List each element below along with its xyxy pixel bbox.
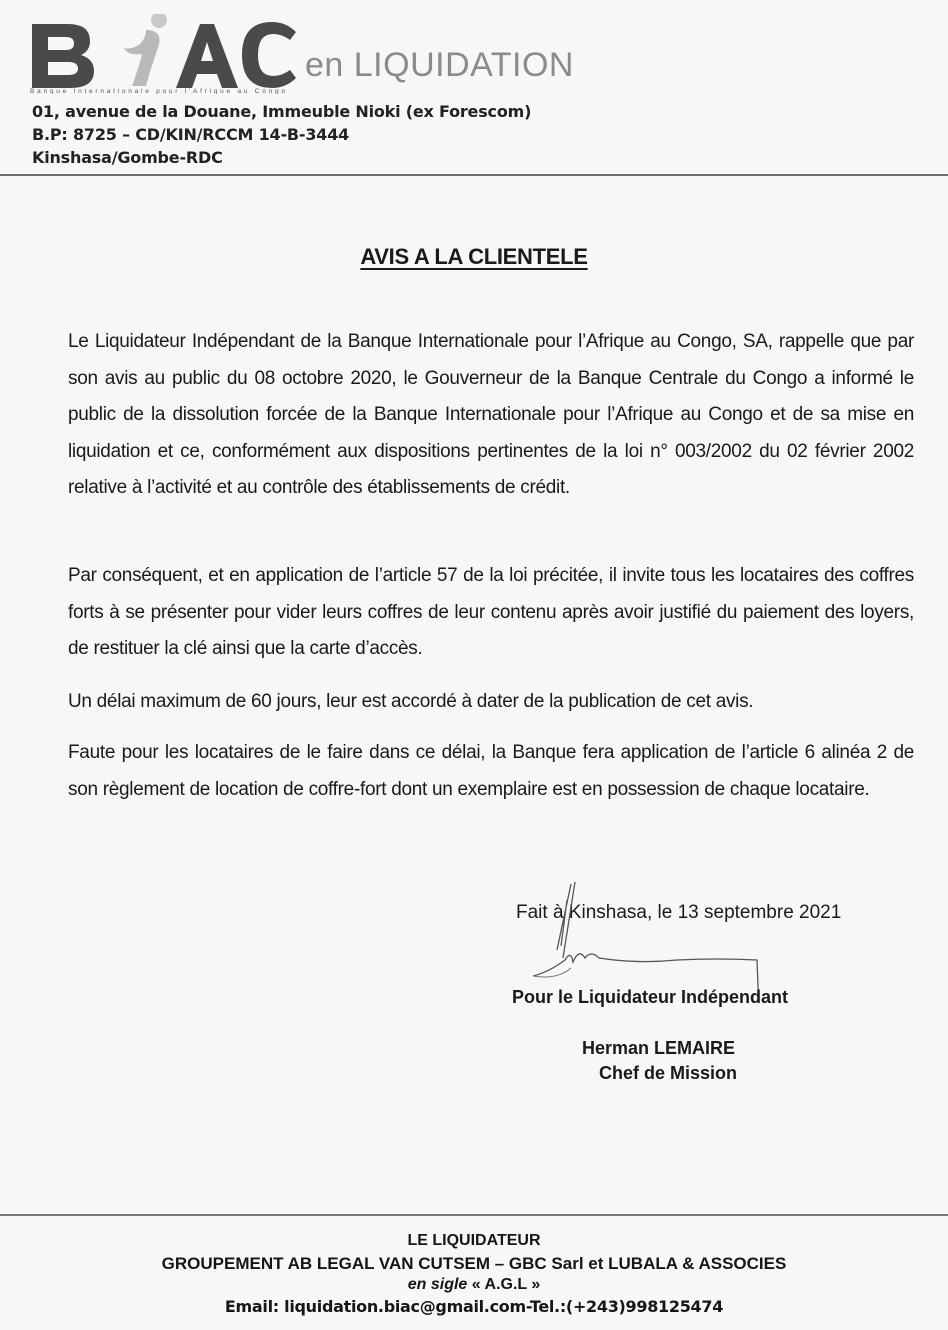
footer-acronym-line	[0, 1276, 948, 1294]
notice-title: AVIS A LA CLIENTELE	[360, 244, 588, 269]
logo-letter-c	[242, 22, 296, 88]
notice-title-wrap	[0, 244, 948, 270]
logo-tagline: Banque Internationale pour l'Afrique au Congo	[30, 88, 285, 94]
logo-letter-a	[176, 24, 238, 88]
logo-figure-head	[151, 14, 167, 28]
address-line-street: 01, avenue de la Douane, Immeuble Nioki (ex Forescom)	[32, 102, 532, 121]
handwritten-signature	[527, 880, 767, 990]
signatory-name: Herman LEMAIRE	[582, 1038, 736, 1058]
footer-divider	[0, 1214, 948, 1216]
logo-figure-body	[124, 30, 160, 86]
liquidation-status: en LIQUIDATION	[305, 46, 574, 84]
address-line-city: Kinshasa/Gombe-RDC	[32, 148, 223, 167]
logo-graphic	[28, 14, 298, 94]
notice-paragraph-2: Par conséquent, et en application de l’article 57 de la loi précitée, il invite tous les locataires des coffres forts à se présenter pour vider leurs coffres de leur contenu après avoir justifié du paiement des loyers, de restituer la clé ainsi que la carte d’accès.	[68, 565, 914, 659]
notice-paragraph-4: Faute pour les locataires de le faire dans ce délai, la Banque fera application de l’article 6 alinéa 2 de son règlement de location de coffre-fort dont un exemplaire est en possession de chaque locataire.	[68, 742, 914, 800]
footer-acronym-prefix: en sigle	[407, 1276, 468, 1293]
on-behalf-of: Pour le Liquidateur Indépendant	[512, 987, 789, 1007]
signatory-role: Chef de Mission	[599, 1063, 738, 1083]
place-and-date: Fait à Kinshasa, le 13 septembre 2021	[516, 902, 842, 923]
footer-contact: Email: liquidation.biac@gmail.com-Tel.:(+243)998125474	[224, 1297, 724, 1316]
footer-liquidator-group: GROUPEMENT AB LEGAL VAN CUTSEM – GBC Sarl et LUBALA & ASSOCIES	[161, 1254, 787, 1273]
address-line-po-box: B.P: 8725 – CD/KIN/RCCM 14-B-3444	[32, 125, 350, 144]
logo-letter-b	[32, 24, 94, 88]
notice-paragraph-3: Un délai maximum de 60 jours, leur est accordé à dater de la publication de cet avis.	[68, 691, 754, 712]
footer-acronym: « A.G.L »	[471, 1276, 541, 1293]
header-divider	[0, 174, 948, 176]
biac-logo	[28, 14, 298, 94]
notice-paragraph-1: Le Liquidateur Indépendant de la Banque Internationale pour l’Afrique au Congo, SA, rappelle que par son avis au public du 08 octobre 2020, le Gouverneur de la Banque Centrale du Congo a informé le public de la dissolution forcée de la Banque Internationale pour l’Afrique au Congo et de sa mise en liquidation et ce, conformément aux dispositions pertinentes de la loi n° 003/2002 du 02 février 2002 relative à l’activité et au contrôle des établissements de crédit.	[68, 331, 914, 498]
footer-liquidator-label: LE LIQUIDATEUR	[407, 1232, 541, 1249]
